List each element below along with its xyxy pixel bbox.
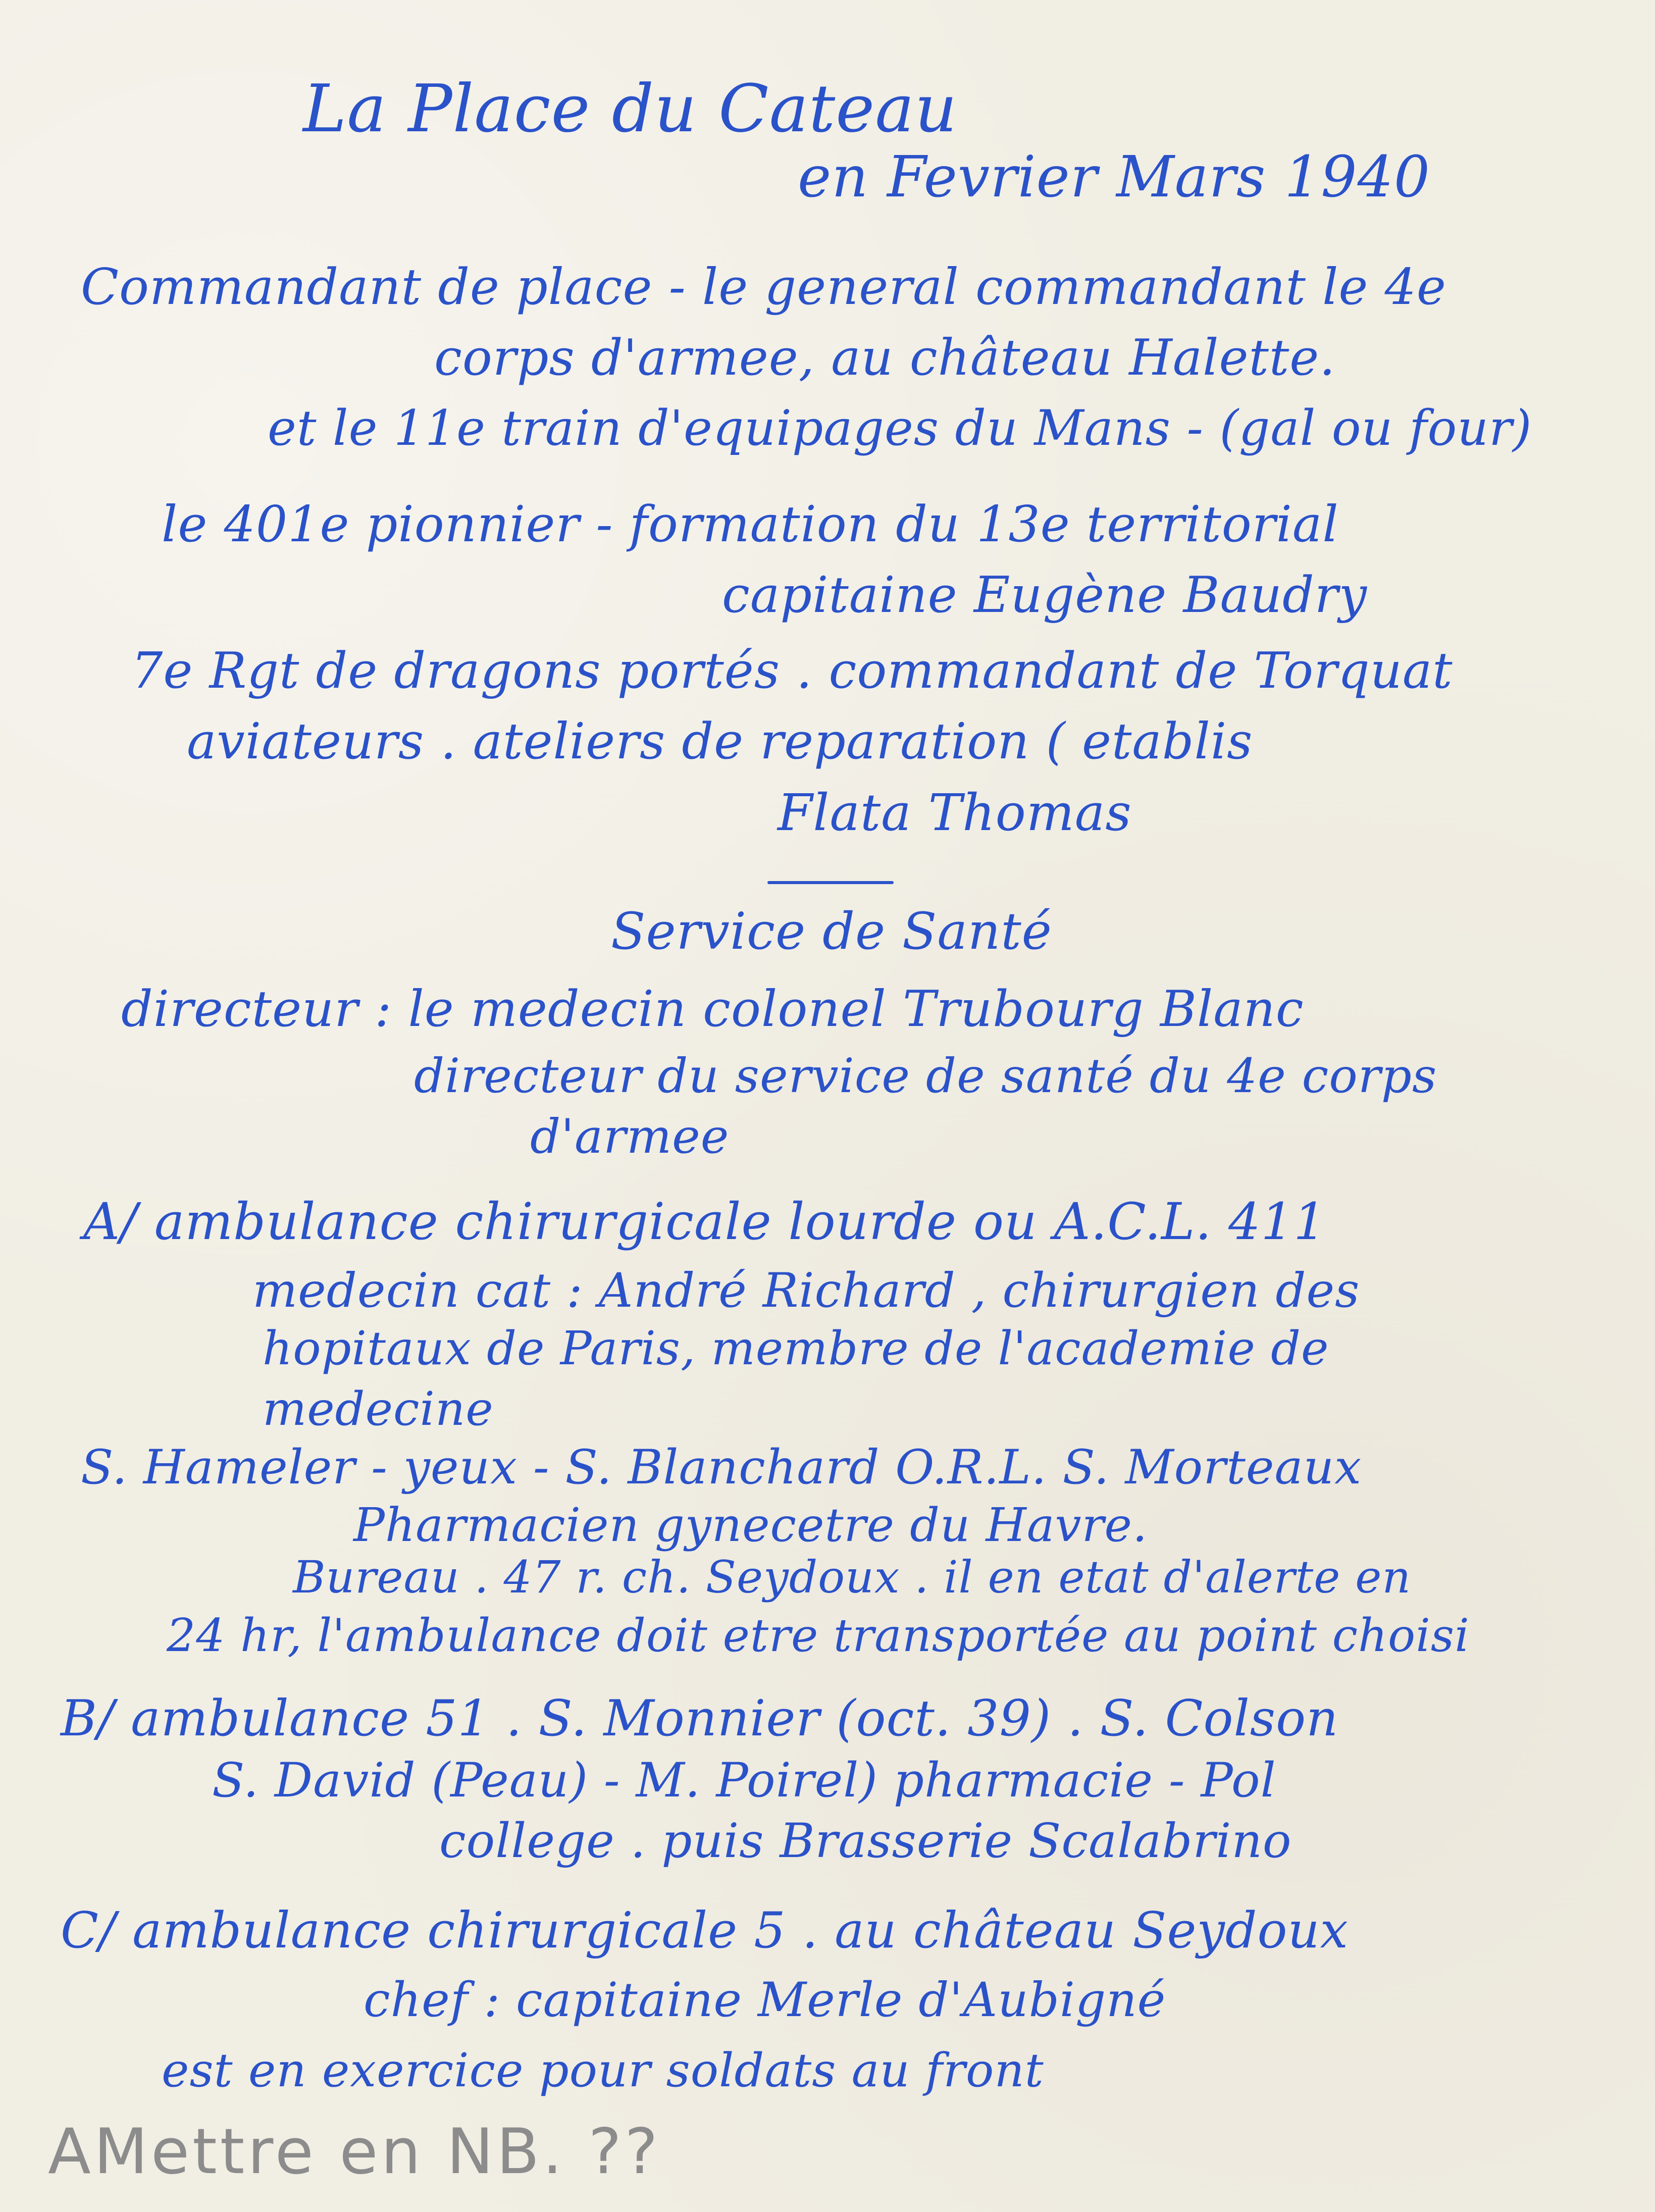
commandement-line-2: corps d'armee, au château Halette.	[434, 329, 1336, 387]
section-b-line-2: S. David (Peau) - M. Poirel) pharmacie - Pol	[212, 1753, 1276, 1808]
direction-line-2: directeur du service de santé du 4e corps	[414, 1049, 1437, 1104]
section-a-line-3: hopitaux de Paris, membre de l'academie de	[263, 1321, 1329, 1375]
section-c-line-3: est en exercice pour soldats au front	[162, 2043, 1044, 2097]
unites-line-4: aviateurs . ateliers de reparation ( etablis	[187, 713, 1253, 770]
section-c-line-1: C/ ambulance chirurgicale 5 . au château Seydoux	[61, 1902, 1349, 1960]
pencil-note: AMettre en NB. ??	[48, 2116, 661, 2188]
title-line-1: La Place du Cateau	[303, 70, 958, 147]
commandement-line-3: et le 11e train d'equipages du Mans - (gal ou four)	[268, 400, 1532, 456]
section-c-line-2: chef : capitaine Merle d'Aubigné	[364, 1973, 1166, 2028]
title-line-2: en Fevrier Mars 1940	[798, 144, 1431, 210]
section-a-line-2: medecin cat : André Richard , chirurgien des	[252, 1263, 1360, 1318]
section-a-line-6: Pharmacien gynecetre du Havre.	[353, 1498, 1148, 1552]
commandement-line-1: Commandant de place - le general commandant le 4e	[81, 259, 1446, 316]
section-a-line-8: 24 hr, l'ambulance doit etre transportée au point choisi	[167, 1609, 1470, 1662]
section-a-line-1: A/ ambulance chirurgicale lourde ou A.C.L. 411	[83, 1192, 1326, 1251]
section-a-line-4: medecine	[263, 1382, 494, 1436]
unites-line-2: capitaine Eugène Baudry	[722, 567, 1367, 624]
section-a-line-5: S. Hameler - yeux - S. Blanchard O.R.L. S. Morteaux	[81, 1440, 1362, 1495]
section-b-line-1: B/ ambulance 51 . S. Monnier (oct. 39) . S. Colson	[61, 1690, 1339, 1747]
service-title: Service de Santé	[611, 902, 1052, 961]
direction-line-3: d'armee	[530, 1109, 730, 1164]
direction-line-1: directeur : le medecin colonel Trubourg Blanc	[121, 981, 1304, 1038]
section-a-line-7: Bureau . 47 r. ch. Seydoux . il en etat d'alerte en	[293, 1551, 1412, 1603]
section-b-line-3: college . puis Brasserie Scalabrino	[439, 1814, 1292, 1869]
section-divider	[767, 881, 894, 884]
unites-line-3: 7e Rgt de dragons portés . commandant de Torquat	[131, 642, 1453, 700]
unites-line-1: le 401e pionnier - formation du 13e territorial	[162, 496, 1339, 553]
unites-line-5: Flata Thomas	[778, 783, 1132, 842]
